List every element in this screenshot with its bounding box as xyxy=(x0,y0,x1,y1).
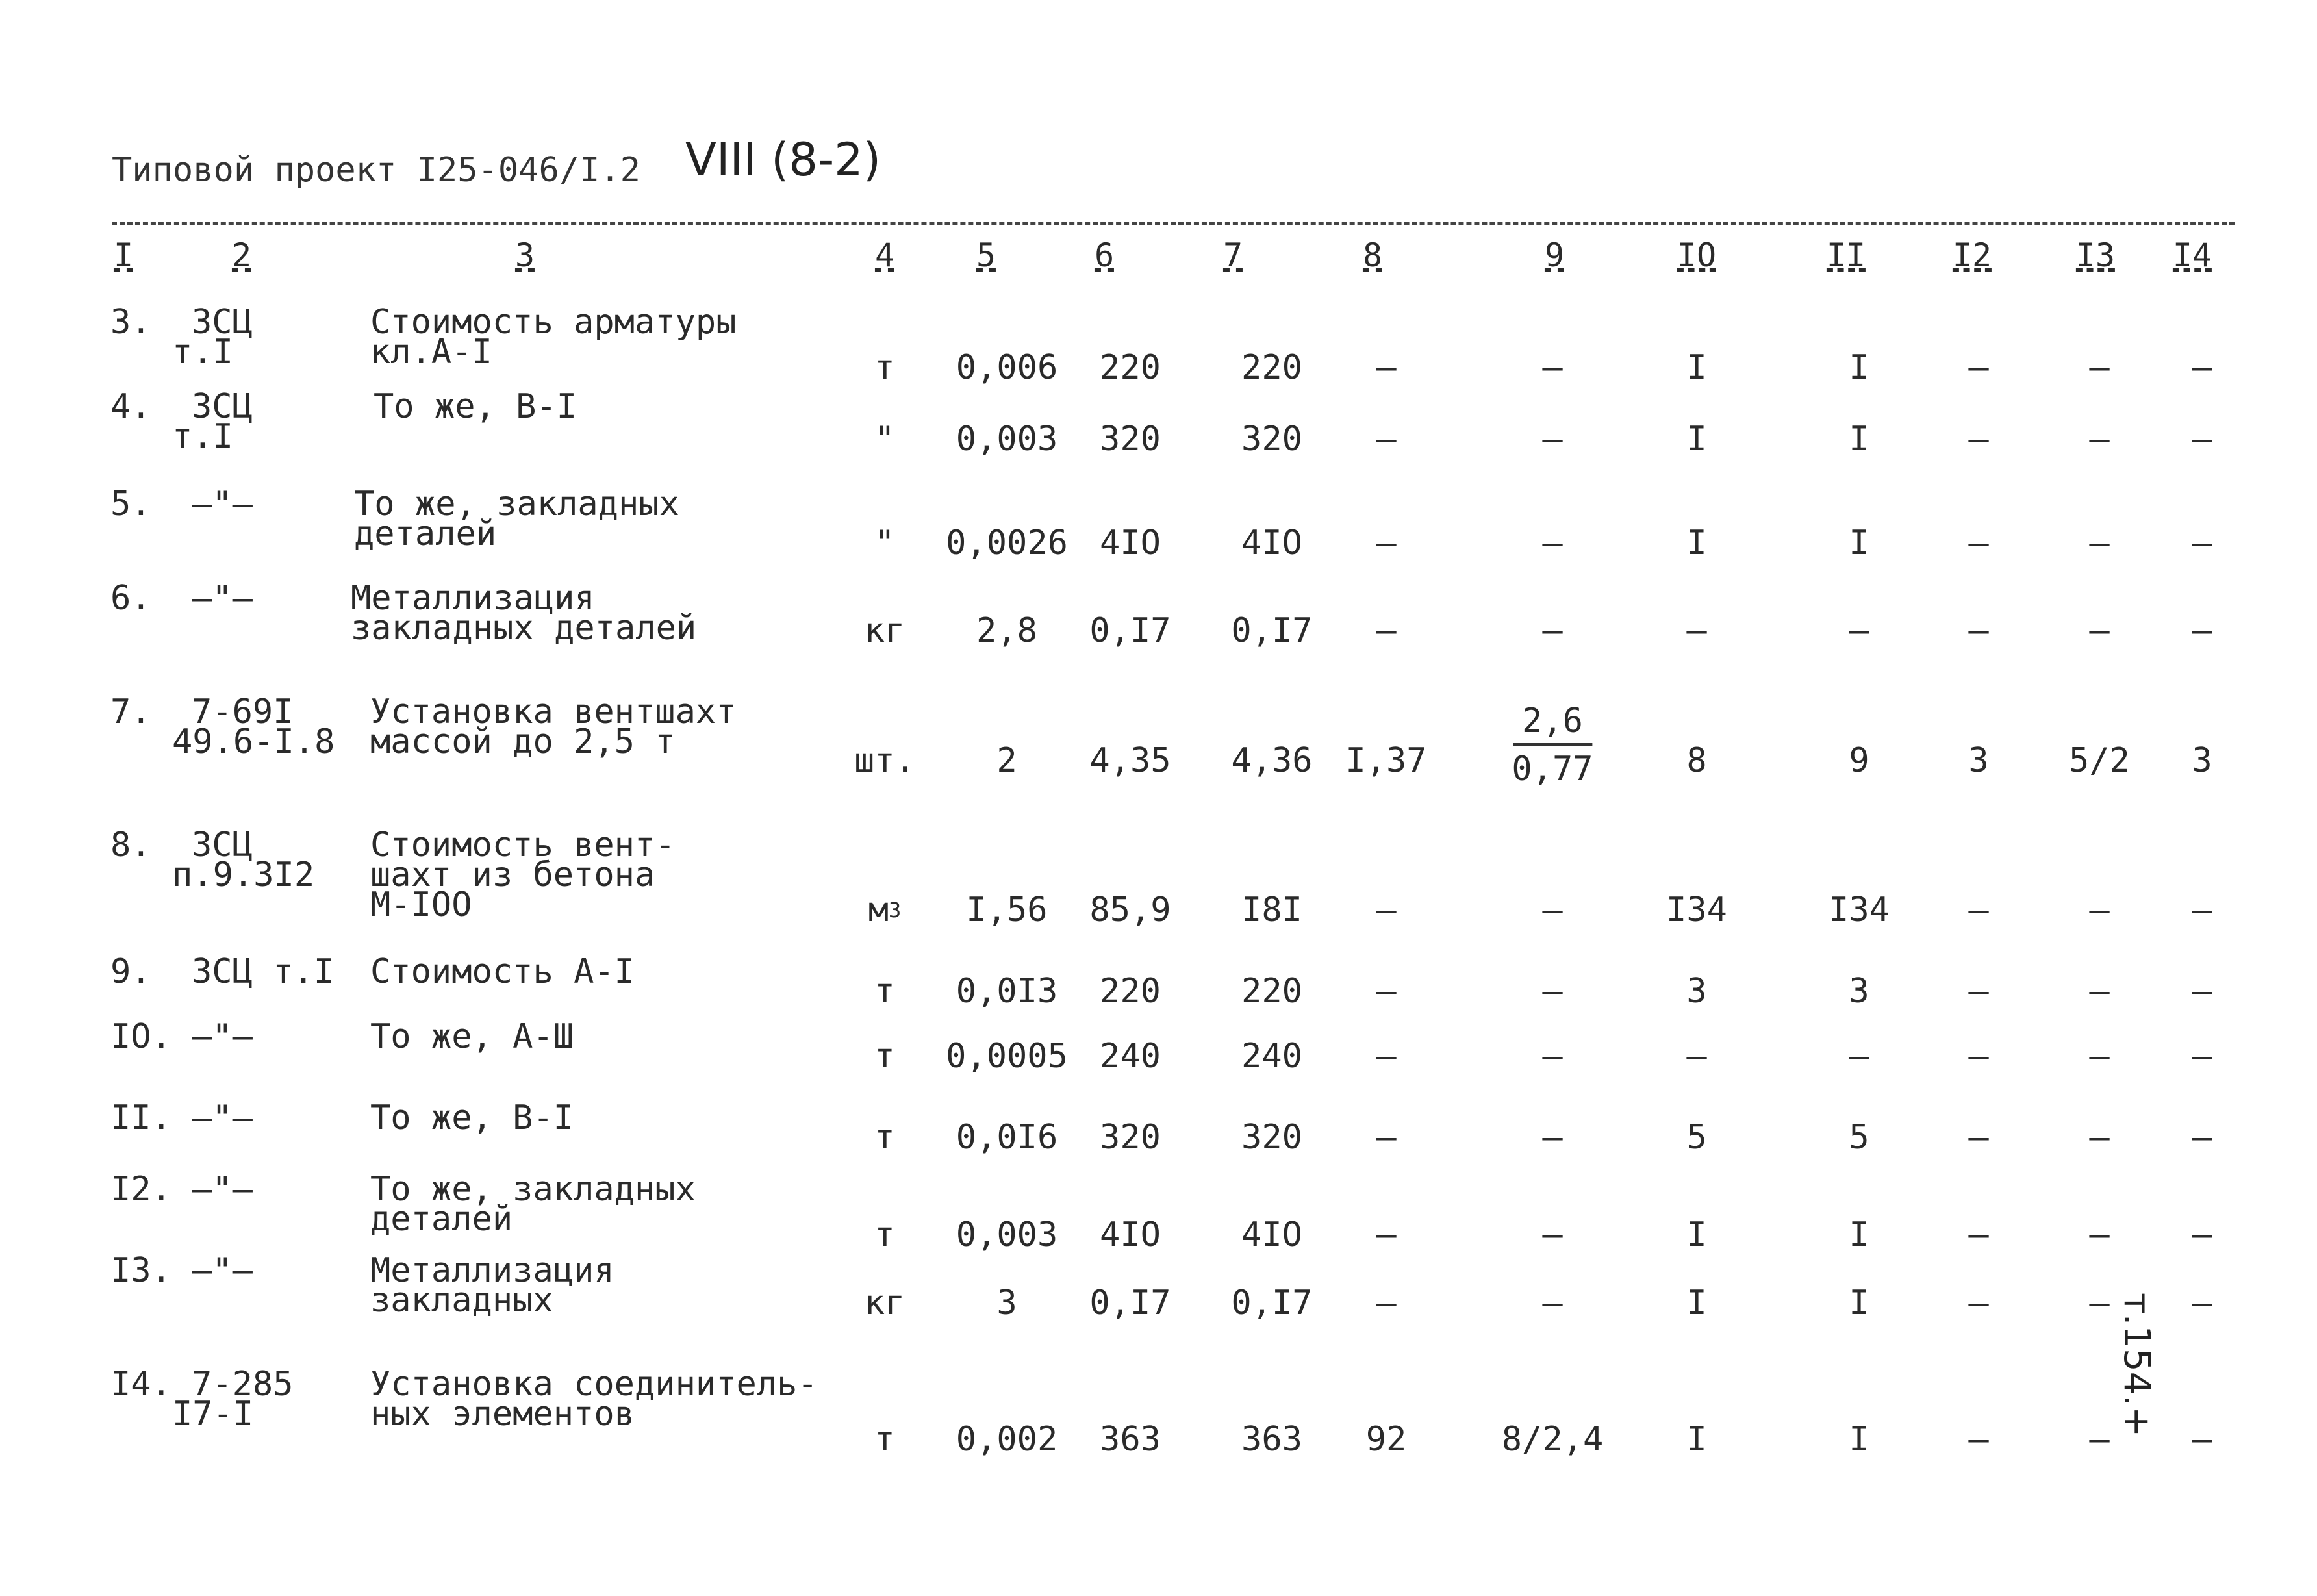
row-code: –"– xyxy=(192,1251,253,1290)
row-cell-c7: 363 xyxy=(1241,1420,1302,1459)
row-cell-c5: 3 xyxy=(996,1284,1017,1323)
row-cell-c5: 0,006 xyxy=(956,348,1058,387)
column-header-13: I3 xyxy=(2075,236,2116,274)
row-cell-c11: 9 xyxy=(1849,741,1869,780)
row-unit: шт. xyxy=(854,741,915,780)
column-header-7: 7 xyxy=(1222,236,1243,274)
row-cell-c12: – xyxy=(1968,524,1989,563)
row-number: 5. xyxy=(110,485,151,524)
row-cell-c8: – xyxy=(1376,348,1397,387)
fraction-denominator: 0,77 xyxy=(1512,750,1593,789)
row-cell-c9: – xyxy=(1542,420,1563,459)
row-cell-c14: – xyxy=(2192,611,2212,650)
row-cell-c6: 240 xyxy=(1100,1037,1161,1076)
row-code: ЗСЦ т.I xyxy=(192,952,335,991)
row-cell-c5: I,56 xyxy=(966,891,1048,930)
row-cell-c13: – xyxy=(2089,611,2110,650)
row-cell-c11: I34 xyxy=(1829,891,1890,930)
document-title: Типовой проект I25-046/I.2 xyxy=(112,151,640,190)
row-cell-c11: – xyxy=(1849,611,1869,650)
row-unit: т xyxy=(874,972,895,1011)
row-code: –"– xyxy=(192,1098,253,1137)
row-description: Металлизация xyxy=(370,1251,614,1290)
row-cell-c9: – xyxy=(1542,1118,1563,1157)
row-cell-c10: I34 xyxy=(1666,891,1727,930)
handwritten-note: VIII (8-2) xyxy=(685,133,881,186)
row-code: ЗСЦ xyxy=(192,387,253,426)
row-cell-c14: – xyxy=(2192,1037,2212,1076)
row-cell-c14: – xyxy=(2192,524,2212,563)
row-code: 7-285 xyxy=(192,1365,294,1404)
row-number: I2. xyxy=(110,1170,171,1209)
column-header-6: 6 xyxy=(1094,236,1115,274)
row-cell-c10: – xyxy=(1686,611,1707,650)
row-description: То же, А-Ш xyxy=(370,1017,574,1056)
row-cell-c9: – xyxy=(1542,972,1563,1011)
row-cell-c7: 320 xyxy=(1241,1118,1302,1157)
row-number: II. xyxy=(110,1098,171,1137)
row-number: 8. xyxy=(110,826,151,865)
row-cell-c10: I xyxy=(1686,1215,1707,1254)
row-cell-c9: – xyxy=(1542,524,1563,563)
row-cell-c5: 0,003 xyxy=(956,420,1058,459)
row-cell-c6: 0,I7 xyxy=(1089,1284,1171,1323)
row-cell-c7: I8I xyxy=(1241,891,1302,930)
row-cell-c10: I xyxy=(1686,524,1707,563)
row-cell-c5: 0,0005 xyxy=(946,1037,1068,1076)
column-header-12: I2 xyxy=(1952,236,1992,274)
row-cell-c13: – xyxy=(2089,1118,2110,1157)
row-unit: т xyxy=(874,1118,895,1157)
row-unit: т xyxy=(874,1420,895,1459)
row-cell-c11: I xyxy=(1849,524,1869,563)
row-cell-c11: I xyxy=(1849,1215,1869,1254)
row-code: 49.6-I.8 xyxy=(172,722,335,761)
row-cell-c8: – xyxy=(1376,611,1397,650)
row-description: массой до 2,5 т xyxy=(370,722,676,761)
row-cell-c6: 320 xyxy=(1100,1118,1161,1157)
row-description: Стоимость вент- xyxy=(370,826,676,865)
row-cell-c14: – xyxy=(2192,1215,2212,1254)
row-cell-c6: 220 xyxy=(1100,348,1161,387)
row-cell-c9: – xyxy=(1542,1215,1563,1254)
row-unit: " xyxy=(874,420,895,459)
row-cell-c12: – xyxy=(1968,1215,1989,1254)
row-description: деталей xyxy=(354,514,497,553)
row-cell-c11: I xyxy=(1849,348,1869,387)
row-code: I7-I xyxy=(172,1395,254,1434)
row-cell-c12: 3 xyxy=(1968,741,1989,780)
row-cell-c7: 220 xyxy=(1241,348,1302,387)
row-code: ЗСЦ xyxy=(192,303,253,342)
row-description: закладных деталей xyxy=(351,609,697,648)
row-cell-c11: I xyxy=(1849,420,1869,459)
column-header-11: II xyxy=(1826,236,1866,274)
row-cell-c8: – xyxy=(1376,1037,1397,1076)
row-description: Установка вентшахт xyxy=(370,692,737,731)
row-cell-c8: – xyxy=(1376,420,1397,459)
row-fraction-c9 xyxy=(1512,702,1593,789)
row-cell-c7: 220 xyxy=(1241,972,1302,1011)
row-cell-c14: – xyxy=(2192,891,2212,930)
row-cell-c13: – xyxy=(2089,348,2110,387)
row-code: т.I xyxy=(172,417,233,456)
row-code: ЗСЦ xyxy=(192,826,253,865)
row-cell-c12: – xyxy=(1968,1037,1989,1076)
row-cell-c5: 0,0I6 xyxy=(956,1118,1058,1157)
row-cell-c14: – xyxy=(2192,1118,2212,1157)
column-header-8: 8 xyxy=(1362,236,1383,274)
row-cell-c9: – xyxy=(1542,1284,1563,1323)
row-cell-c13: – xyxy=(2089,891,2110,930)
row-cell-c6: 85,9 xyxy=(1089,891,1171,930)
row-cell-c12: – xyxy=(1968,348,1989,387)
row-description: ных элементов xyxy=(370,1395,635,1434)
row-cell-c10: 5 xyxy=(1686,1118,1707,1157)
row-unit: $м^3$ xyxy=(868,891,902,930)
row-cell-c10: 8 xyxy=(1686,741,1707,780)
column-header-5: 5 xyxy=(976,236,996,274)
row-description: То же, В-I xyxy=(370,1098,574,1137)
row-cell-c5: 0,003 xyxy=(956,1215,1058,1254)
row-unit: кг xyxy=(864,611,905,650)
row-unit: т xyxy=(874,1215,895,1254)
row-code: –"– xyxy=(192,1170,253,1209)
row-number: 7. xyxy=(110,692,151,731)
column-header-9: 9 xyxy=(1544,236,1565,274)
row-cell-c7: 240 xyxy=(1241,1037,1302,1076)
row-cell-c13: – xyxy=(2089,1420,2110,1459)
row-cell-c12: – xyxy=(1968,972,1989,1011)
row-cell-c10: I xyxy=(1686,1284,1707,1323)
row-cell-c6: 0,I7 xyxy=(1089,611,1171,650)
row-cell-c11: I xyxy=(1849,1420,1869,1459)
row-description: Металлизация xyxy=(351,579,595,618)
row-cell-c10: I xyxy=(1686,1420,1707,1459)
row-cell-c10: – xyxy=(1686,1037,1707,1076)
row-cell-c5: 2,8 xyxy=(976,611,1037,650)
row-cell-c7: 4IO xyxy=(1241,524,1302,563)
unit-superscript: 3 xyxy=(889,898,902,922)
row-cell-c14: – xyxy=(2192,348,2212,387)
column-header-4: 4 xyxy=(874,236,895,274)
row-cell-c12: – xyxy=(1968,1284,1989,1323)
row-cell-c6: 4IO xyxy=(1100,524,1161,563)
row-cell-c13: 5/2 xyxy=(2069,741,2130,780)
row-description: М-IOO xyxy=(370,885,472,924)
row-unit: т xyxy=(874,348,895,387)
row-cell-c12: – xyxy=(1968,420,1989,459)
row-cell-c14: – xyxy=(2192,420,2212,459)
row-number: I4. xyxy=(110,1365,171,1404)
row-cell-c12: – xyxy=(1968,611,1989,650)
row-cell-c8: I,37 xyxy=(1345,741,1427,780)
row-cell-c7: 0,I7 xyxy=(1231,611,1313,650)
row-number: 4. xyxy=(110,387,151,426)
row-code: –"– xyxy=(192,1017,253,1056)
row-cell-c11: – xyxy=(1849,1037,1869,1076)
row-number: I3. xyxy=(110,1251,171,1290)
row-description: кл.А-I xyxy=(370,333,492,372)
row-cell-c6: 4IO xyxy=(1100,1215,1161,1254)
row-description: закладных xyxy=(370,1281,553,1320)
row-cell-c10: I xyxy=(1686,420,1707,459)
row-cell-c8: 92 xyxy=(1365,1420,1407,1459)
row-cell-c13: – xyxy=(2089,420,2110,459)
row-cell-c8: – xyxy=(1376,524,1397,563)
row-cell-c8: – xyxy=(1376,972,1397,1011)
row-description: То же, В-I xyxy=(374,387,577,426)
row-number: 6. xyxy=(110,579,151,618)
row-number: IO. xyxy=(110,1017,171,1056)
row-cell-c7: 4IO xyxy=(1241,1215,1302,1254)
row-cell-c8: – xyxy=(1376,1284,1397,1323)
row-description: Установка соединитель- xyxy=(370,1365,818,1404)
row-cell-c13: – xyxy=(2089,1215,2110,1254)
row-cell-c11: 5 xyxy=(1849,1118,1869,1157)
row-cell-c12: – xyxy=(1968,1420,1989,1459)
row-cell-c11: I xyxy=(1849,1284,1869,1323)
row-cell-c5: 0,0I3 xyxy=(956,972,1058,1011)
row-description: деталей xyxy=(370,1200,513,1239)
row-cell-c14: – xyxy=(2192,972,2212,1011)
row-cell-c6: 320 xyxy=(1100,420,1161,459)
column-header-3: 3 xyxy=(514,236,535,274)
row-number: 3. xyxy=(110,303,151,342)
page-stamp: т.154.+ xyxy=(2116,1293,2158,1438)
row-unit: т xyxy=(874,1037,895,1076)
row-code: –"– xyxy=(192,579,253,618)
row-unit: " xyxy=(874,524,895,563)
row-cell-c14: – xyxy=(2192,1284,2212,1323)
row-cell-c13: – xyxy=(2089,1037,2110,1076)
column-header-14: I4 xyxy=(2172,236,2212,274)
column-header-10: IO xyxy=(1677,236,1717,274)
row-cell-c9: – xyxy=(1542,348,1563,387)
row-code: 7-69I xyxy=(192,692,294,731)
row-cell-c12: – xyxy=(1968,1118,1989,1157)
row-cell-c9: – xyxy=(1542,891,1563,930)
row-cell-c8: – xyxy=(1376,891,1397,930)
row-description: Стоимость арматуры xyxy=(370,303,737,342)
row-cell-c7: 320 xyxy=(1241,420,1302,459)
row-code: –"– xyxy=(192,485,253,524)
row-description: шахт из бетона xyxy=(370,855,655,894)
column-header-1: I xyxy=(113,236,134,274)
row-cell-c11: 3 xyxy=(1849,972,1869,1011)
row-cell-c14: – xyxy=(2192,1420,2212,1459)
header-rule-top xyxy=(112,222,2235,225)
row-description: То же, закладных xyxy=(370,1170,696,1209)
row-cell-c13: – xyxy=(2089,524,2110,563)
row-description: То же, закладных xyxy=(354,485,679,524)
row-cell-c9: – xyxy=(1542,611,1563,650)
row-description: Стоимость А-I xyxy=(370,952,635,991)
row-cell-c6: 363 xyxy=(1100,1420,1161,1459)
row-code: п.9.3I2 xyxy=(172,855,315,894)
row-cell-c10: 3 xyxy=(1686,972,1707,1011)
row-cell-c9: 8/2,4 xyxy=(1501,1420,1604,1459)
row-cell-c8: – xyxy=(1376,1118,1397,1157)
row-cell-c6: 220 xyxy=(1100,972,1161,1011)
row-cell-c13: – xyxy=(2089,972,2110,1011)
row-cell-c8: – xyxy=(1376,1215,1397,1254)
row-cell-c14: 3 xyxy=(2192,741,2212,780)
row-number: 9. xyxy=(110,952,151,991)
row-cell-c5: 0,002 xyxy=(956,1420,1058,1459)
row-cell-c7: 0,I7 xyxy=(1231,1284,1313,1323)
column-header-2: 2 xyxy=(231,236,252,274)
row-cell-c7: 4,36 xyxy=(1231,741,1313,780)
row-cell-c6: 4,35 xyxy=(1089,741,1171,780)
row-cell-c13: – xyxy=(2089,1284,2110,1323)
fraction-numerator: 2,6 xyxy=(1513,702,1592,746)
row-cell-c10: I xyxy=(1686,348,1707,387)
row-code: т.I xyxy=(172,333,233,372)
row-cell-c9: – xyxy=(1542,1037,1563,1076)
row-cell-c5: 2 xyxy=(996,741,1017,780)
row-cell-c12: – xyxy=(1968,891,1989,930)
row-cell-c5: 0,0026 xyxy=(946,524,1068,563)
row-unit: кг xyxy=(864,1284,905,1323)
